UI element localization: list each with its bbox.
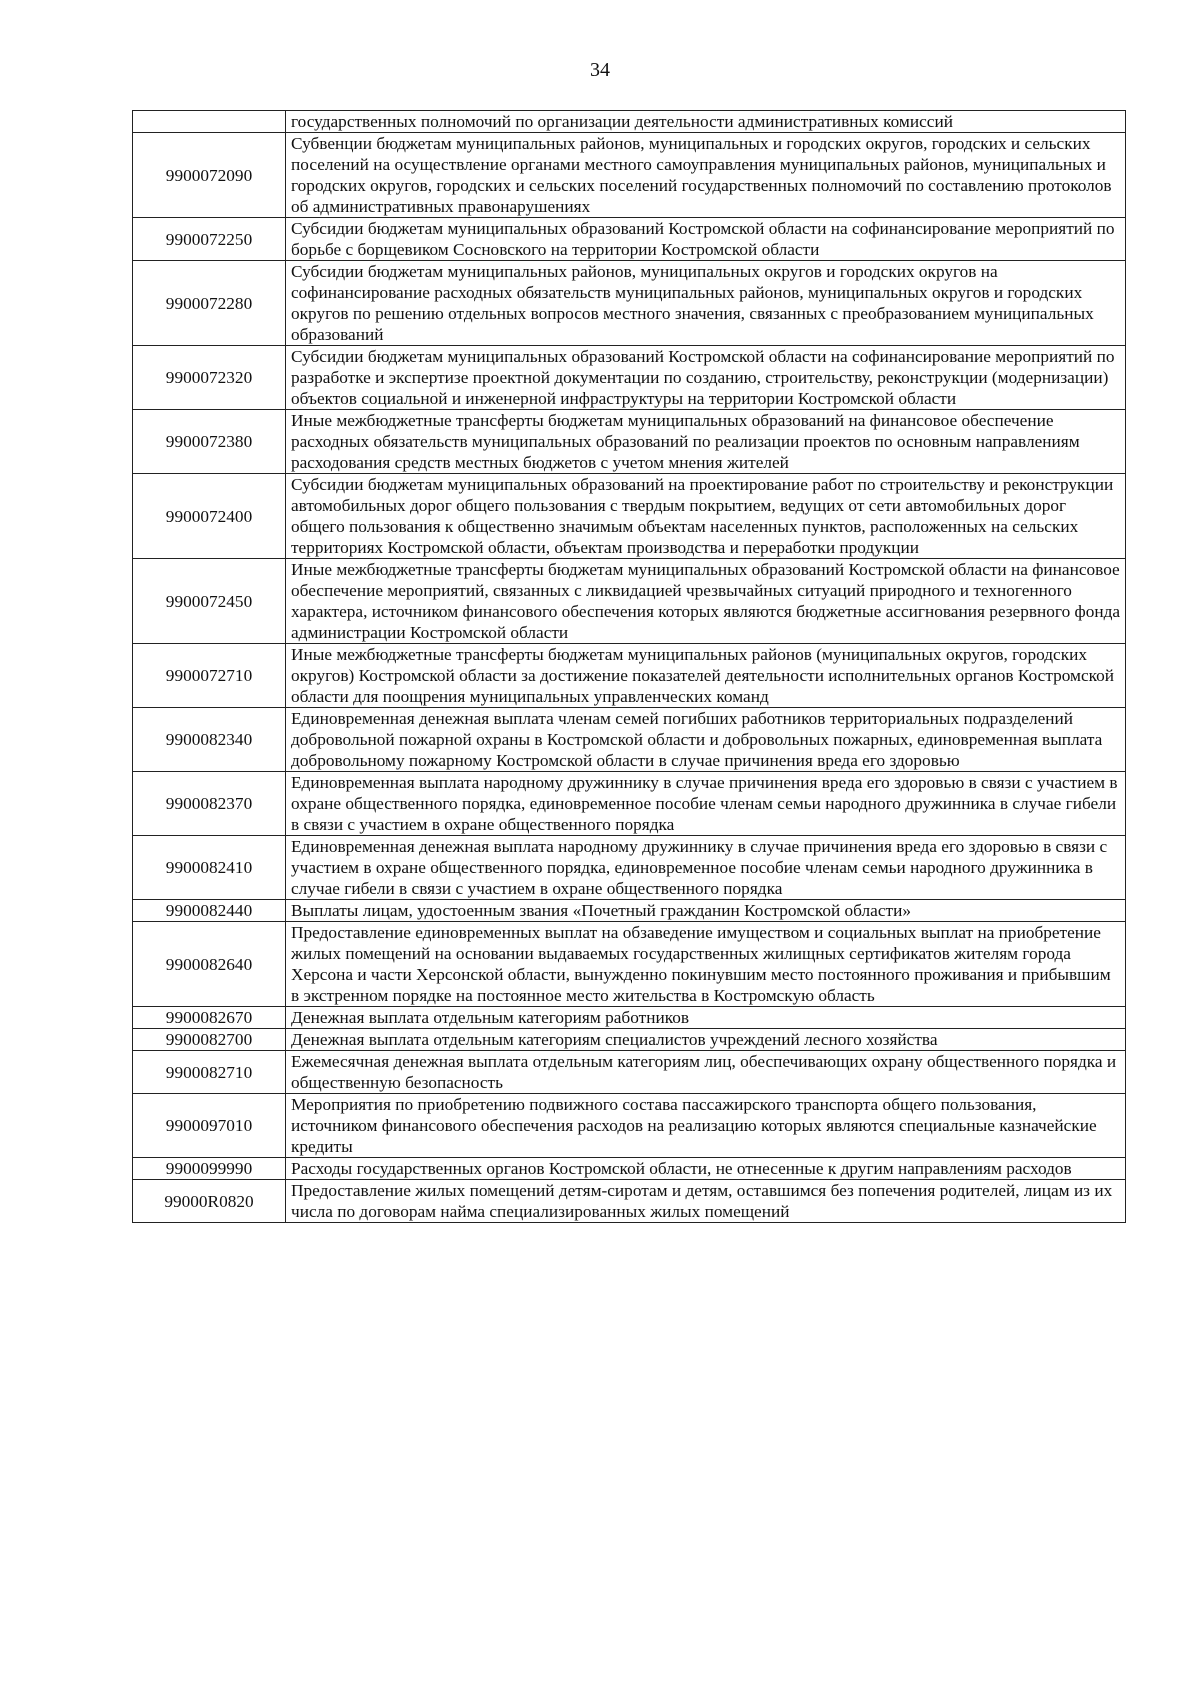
table-body <box>133 111 1126 1223</box>
table-row <box>133 1158 1126 1180</box>
row-description: государственных полномочий по организации деятельности административных комиссий <box>286 111 1126 133</box>
table-row <box>133 1094 1126 1158</box>
row-code: 9900082640 <box>133 922 286 1007</box>
row-description: Ежемесячная денежная выплата отдельным категориям лиц, обеспечивающих охрану общественного порядка и общественную безопасность <box>286 1051 1126 1094</box>
row-code: 99000R0820 <box>133 1180 286 1223</box>
table-row <box>133 133 1126 218</box>
table-row <box>133 922 1126 1007</box>
row-description: Предоставление единовременных выплат на обзаведение имуществом и социальных выплат на приобретение жилых помещений на основании выдаваемых государственных жилищных сертификатов жителям города Херсона и части Херсонской области, вынужденно покинувшим место постоянного проживания и прибывшим в экстренном порядке на постоянное место жительства в Костромскую область <box>286 922 1126 1007</box>
row-code: 9900082700 <box>133 1029 286 1051</box>
table-row <box>133 218 1126 261</box>
table-row <box>133 1180 1126 1223</box>
row-description: Иные межбюджетные трансферты бюджетам муниципальных образований на финансовое обеспечение расходных обязательств муниципальных образований по реализации проектов по основным направлениям расходования средств местных бюджетов с учетом мнения жителей <box>286 410 1126 474</box>
row-code: 9900072400 <box>133 474 286 559</box>
row-description: Субсидии бюджетам муниципальных образований на проектирование работ по строительству и реконструкции автомобильных дорог общего пользования с твердым покрытием, ведущих от сети автомобильных дорог общего пользования к общественно значимым объектам населенных пунктов, расположенных на сельских территориях Костромской области, объектам производства и переработки продукции <box>286 474 1126 559</box>
row-description: Предоставление жилых помещений детям-сиротам и детям, оставшимся без попечения родителей, лицам из их числа по договорам найма специализированных жилых помещений <box>286 1180 1126 1223</box>
row-code: 9900072380 <box>133 410 286 474</box>
table-row <box>133 708 1126 772</box>
row-description: Субсидии бюджетам муниципальных районов, муниципальных округов и городских округов на софинансирование расходных обязательств муниципальных районов, муниципальных округов и городских округов по решению отдельных вопросов местного значения, связанных с преобразованием муниципальных образований <box>286 261 1126 346</box>
row-code: 9900082440 <box>133 900 286 922</box>
table-row <box>133 900 1126 922</box>
budget-codes-table <box>132 110 1126 1223</box>
table-row <box>133 474 1126 559</box>
row-code: 9900082670 <box>133 1007 286 1029</box>
row-code: 9900082340 <box>133 708 286 772</box>
table-row <box>133 346 1126 410</box>
row-code: 9900072280 <box>133 261 286 346</box>
table-row <box>133 559 1126 644</box>
row-code: 9900072450 <box>133 559 286 644</box>
row-code: 9900082710 <box>133 1051 286 1094</box>
row-description: Иные межбюджетные трансферты бюджетам муниципальных образований Костромской области на финансовое обеспечение мероприятий, связанных с ликвидацией чрезвычайных ситуаций природного и техногенного характера, источником финансового обеспечения которых являются бюджетные ассигнования резервного фонда администрации Костромской области <box>286 559 1126 644</box>
table-row <box>133 111 1126 133</box>
row-description: Расходы государственных органов Костромской области, не отнесенные к другим направлениям расходов <box>286 1158 1126 1180</box>
row-code: 9900072710 <box>133 644 286 708</box>
row-code: 9900072320 <box>133 346 286 410</box>
table-row <box>133 1029 1126 1051</box>
row-code: 9900072250 <box>133 218 286 261</box>
page-number: 34 <box>590 59 610 81</box>
row-code: 9900097010 <box>133 1094 286 1158</box>
row-description: Субсидии бюджетам муниципальных образований Костромской области на софинансирование мероприятий по борьбе с борщевиком Сосновского на территории Костромской области <box>286 218 1126 261</box>
row-code: 9900082410 <box>133 836 286 900</box>
row-description: Выплаты лицам, удостоенным звания «Почетный гражданин Костромской области» <box>286 900 1126 922</box>
table-row <box>133 261 1126 346</box>
table-row <box>133 410 1126 474</box>
row-description: Мероприятия по приобретению подвижного состава пассажирского транспорта общего пользования, источником финансового обеспечения расходов на реализацию которых являются специальные казначейские кредиты <box>286 1094 1126 1158</box>
row-description: Денежная выплата отдельным категориям специалистов учреждений лесного хозяйства <box>286 1029 1126 1051</box>
table-row <box>133 1051 1126 1094</box>
row-code: 9900082370 <box>133 772 286 836</box>
row-description: Денежная выплата отдельным категориям работников <box>286 1007 1126 1029</box>
table-row <box>133 1007 1126 1029</box>
row-description: Единовременная денежная выплата членам семей погибших работников территориальных подразделений добровольной пожарной охраны в Костромской области и добровольных пожарных, единовременная выплата добровольному пожарному Костромской области в случае причинения вреда его здоровью <box>286 708 1126 772</box>
table-row <box>133 836 1126 900</box>
table-row <box>133 644 1126 708</box>
table-row <box>133 772 1126 836</box>
row-code: 9900072090 <box>133 133 286 218</box>
row-description: Единовременная денежная выплата народному дружиннику в случае причинения вреда его здоровью в связи с участием в охране общественного порядка, единовременное пособие членам семьи народного дружинника в случае гибели в связи с участием в охране общественного порядка <box>286 836 1126 900</box>
row-description: Иные межбюджетные трансферты бюджетам муниципальных районов (муниципальных округов, городских округов) Костромской области за достижение показателей деятельности исполнительных органов Костромской области для поощрения муниципальных управленческих команд <box>286 644 1126 708</box>
row-code <box>133 111 286 133</box>
row-description: Единовременная выплата народному дружиннику в случае причинения вреда его здоровью в связи с участием в охране общественного порядка, единовременное пособие членам семьи народного дружинника в случае гибели в связи с участием в охране общественного порядка <box>286 772 1126 836</box>
row-description: Субсидии бюджетам муниципальных образований Костромской области на софинансирование мероприятий по разработке и экспертизе проектной документации по созданию, строительству, реконструкции (модернизации) объектов социальной и инженерной инфраструктуры на территории Костромской области <box>286 346 1126 410</box>
row-code: 9900099990 <box>133 1158 286 1180</box>
row-description: Субвенции бюджетам муниципальных районов, муниципальных и городских округов, городских и сельских поселений на осуществление органами местного самоуправления муниципальных районов, муниципальных и городских округов, городских и сельских поселений государственных полномочий по составлению протоколов об административных правонарушениях <box>286 133 1126 218</box>
